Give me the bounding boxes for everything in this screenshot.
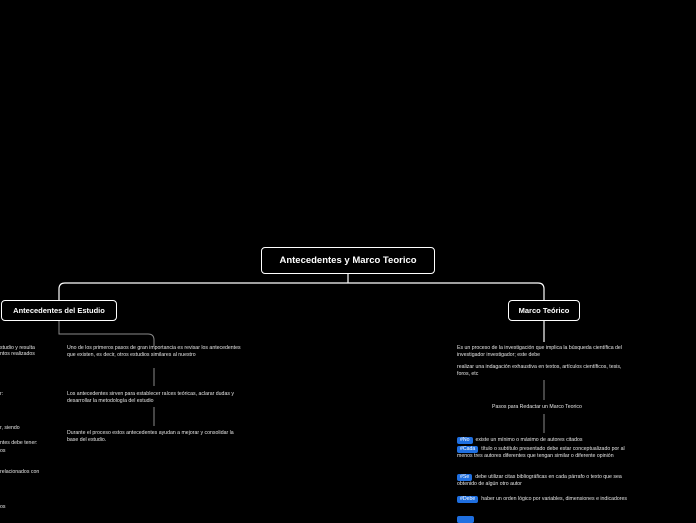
cut-text: relacionados con (0, 469, 40, 475)
step-text: haber un orden lógico por variables, dimensiones e indicadores (481, 496, 627, 502)
marco-intro[interactable]: Es un proceso de la investigación que implica la búsqueda científica del investigador investigador; este debe (457, 345, 622, 358)
hashtag-badge: #Debe (457, 496, 478, 503)
step-item[interactable] (457, 446, 627, 460)
step-item[interactable] (457, 496, 635, 503)
cut-text: os (0, 504, 6, 510)
cut-text: ntos realizados (0, 351, 35, 357)
step-item[interactable] (457, 437, 635, 444)
antecedente-item[interactable]: Uno de los primeros pasos de gran importancia es revisar los antecedentes que existen, es decir, otros estudios similares al nuestro (67, 345, 241, 358)
root-node[interactable]: Antecedentes y Marco Teorico (261, 247, 435, 274)
hashtag-badge: #Se (457, 474, 472, 481)
step-text: título o subtítulo presentado debe estar conceptualizado por al menos tres autores diferentes que tengan similar o diferente opinión (457, 446, 625, 459)
hashtag-badge: #Cada (457, 446, 478, 453)
antecedentes-node[interactable]: Antecedentes del Estudio (1, 300, 117, 321)
step-text: existe un mínimo o máximo de autores citados (475, 437, 583, 443)
cut-text: studio y resulta (0, 345, 35, 351)
hashtag-badge: #No (457, 437, 473, 444)
marco-intro-2[interactable]: realizar una indagación exhaustiva en textos, artículos científicos, tesis, foros, etc (457, 364, 622, 377)
cut-text: r: (0, 391, 4, 397)
steps-title[interactable]: Pasos para Redactar un Marco Teorico (492, 404, 582, 410)
antecedente-item[interactable]: Durante el proceso estos antecedentes ayudan a mejorar y consolidar la base del estudio. (67, 430, 234, 443)
cut-text: os (0, 448, 6, 454)
step-item[interactable] (457, 474, 629, 488)
antecedente-item[interactable]: Los antecedentes sirven para establecer raíces teóricas, aclarar dudas y desarrollar la metodología del estudio (67, 391, 234, 404)
marco-teorico-node[interactable]: Marco Teórico (508, 300, 580, 321)
cut-text: r, siendo (0, 425, 20, 431)
cut-text: ntes debe tener: (0, 440, 38, 446)
step-text: debe utilizar citas bibliográficas en cada párrafo o texto que sea obtenido de algún otro autor (457, 474, 622, 487)
